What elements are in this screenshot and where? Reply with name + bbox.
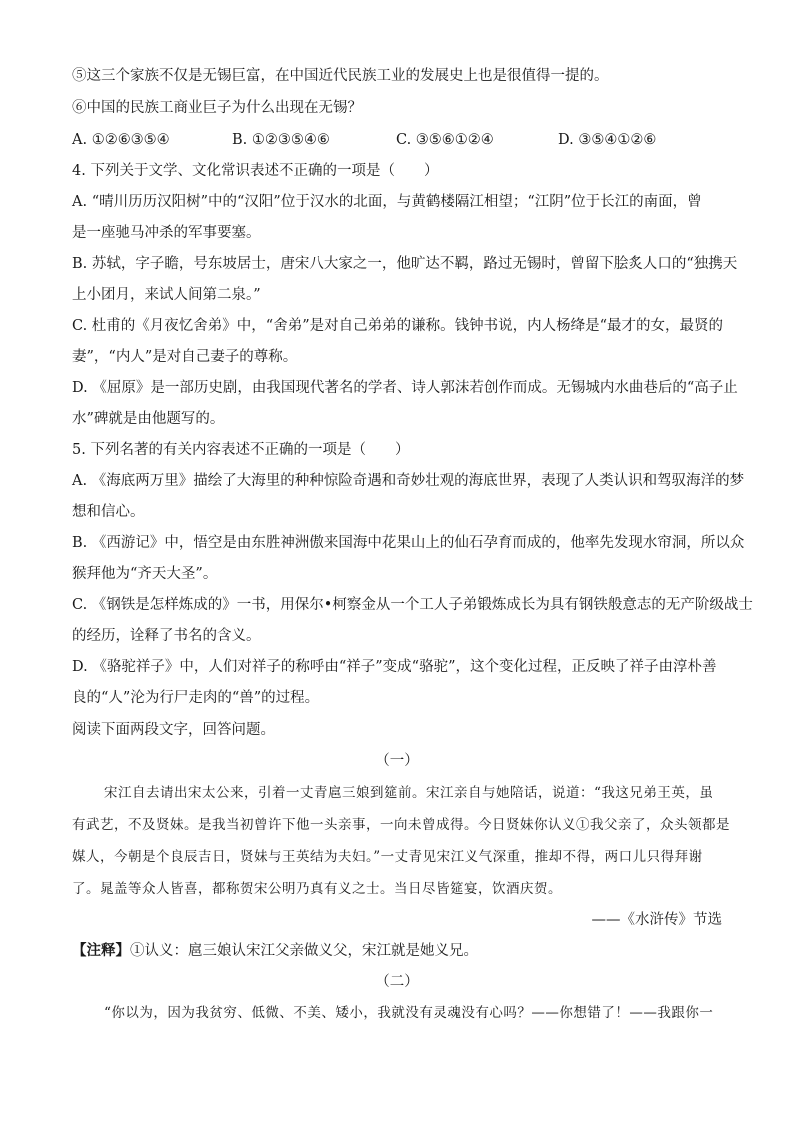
q3-option-c: C. ③⑤⑥①②④ (396, 132, 494, 148)
q4-option-c-cont: 妻”，“内人”是对自己妻子的尊称。 (72, 349, 298, 365)
passage-1-source: ——《水浒传》节选 (591, 912, 722, 928)
q5-option-a-cont: 想和信心。 (72, 504, 145, 520)
q4-option-a: A. “晴川历历汉阳树”中的“汉阳”位于汉水的北面，与黄鹤楼隔江相望；“江阴”位于长江的南面，曾 (72, 194, 702, 210)
q5-option-c: C. 《钢铁是怎样炼成的》一书，用保尔•柯察金从一个工人子弟锻炼成长为具有钢铁般意志的无产阶级战士 (72, 597, 753, 613)
q4-option-c: C. 杜甫的《月夜忆舍弟》中，“舍弟”是对自己弟弟的谦称。钱钟书说，内人杨绛是“最才的女，最贤的 (72, 318, 724, 334)
passage-2-heading: （二） (375, 974, 419, 990)
reading-intro: 阅读下面两段文字，回答问题。 (72, 722, 275, 738)
q5-option-b-cont: 猴拜他为“齐天大圣”。 (72, 566, 218, 582)
passage-1-line: 宋江自去请出宋太公来，引着一丈青扈三娘到筵前。宋江亲自与她陪话，说道：“我这兄弟王英，虽 (104, 785, 714, 801)
annotation (72, 941, 478, 961)
q3-option-d: D. ③⑤④①②⑥ (558, 132, 657, 148)
q4-option-b: B. 苏轼，字子瞻，号东坡居士，唐宋八大家之一，他旷达不羁，路过无锡时，曾留下脍炙人口的“独携天 (72, 256, 738, 272)
q5-option-d: D. 《骆驼祥子》中，人们对祥子的称呼由“祥子”变成“骆驼”，这个变化过程，正反映了祥子由淳朴善 (72, 659, 717, 675)
q5-option-b: B. 《西游记》中，悟空是由东胜神洲傲来国海中花果山上的仙石孕育而成的，他率先发现水帘洞，所以众 (72, 535, 745, 551)
annotation-text: ①认义：扈三娘认宋江父亲做义父，宋江就是她义兄。 (130, 943, 478, 959)
q3-option-b: B. ①②③⑤④⑥ (232, 132, 330, 148)
q4-stem: 4. 下列关于文学、文化常识表述不正确的一项是（ ） (72, 163, 439, 179)
passage-2-line: “你以为，因为我贫穷、低微、不美、矮小，我就没有灵魂没有心吗？——你想错了！——我跟你一 (104, 1005, 714, 1021)
passage-1-line: 媒人，今朝是个良辰吉日，贤妹与王英结为夫妇。”一丈青见宋江义气深重，推却不得，两口儿只得拜谢 (72, 849, 703, 865)
q4-option-d-cont: 水”碑就是由他题写的。 (72, 411, 225, 427)
q4-option-b-cont: 上小团月，来试人间第二泉。” (72, 287, 261, 303)
passage-1-heading: （一） (375, 753, 419, 769)
passage-1-line: 有武艺，不及贤妹。是我当初曾许下他一头亲事，一向未曾成得。今日贤妹你认义①我父亲了，众头领都是 (72, 817, 730, 833)
q3-option-a: A. ①②⑥③⑤④ (72, 132, 170, 148)
q5-option-d-cont: 良的“人”沦为行尸走肉的“兽”的过程。 (72, 690, 320, 706)
text-line: ⑤这三个家族不仅是无锡巨富，在中国近代民族工业的发展史上也是很值得一提的。 (72, 68, 609, 84)
q4-option-a-cont: 是一座驰马冲杀的军事要塞。 (72, 225, 261, 241)
q5-option-c-cont: 的经历，诠释了书名的含义。 (72, 628, 261, 644)
annotation-label: 【注释】 (72, 942, 130, 959)
text-line: ⑥中国的民族工商业巨子为什么出现在无锡？ (72, 100, 362, 116)
passage-1-line: 了。晁盖等众人皆喜，都称贺宋公明乃真有义之士。当日尽皆筵宴，饮酒庆贺。 (72, 881, 562, 897)
q4-option-d: D. 《屈原》是一部历史剧，由我国现代著名的学者、诗人郭沫若创作而成。无锡城内水曲巷后的“高子止 (72, 380, 738, 396)
q5-stem: 5. 下列名著的有关内容表述不正确的一项是（ ） (72, 442, 410, 458)
q5-option-a: A. 《海底两万里》描绘了大海里的种种惊险奇遇和奇妙壮观的海底世界，表现了人类认识和驾驭海洋的梦 (72, 473, 745, 489)
